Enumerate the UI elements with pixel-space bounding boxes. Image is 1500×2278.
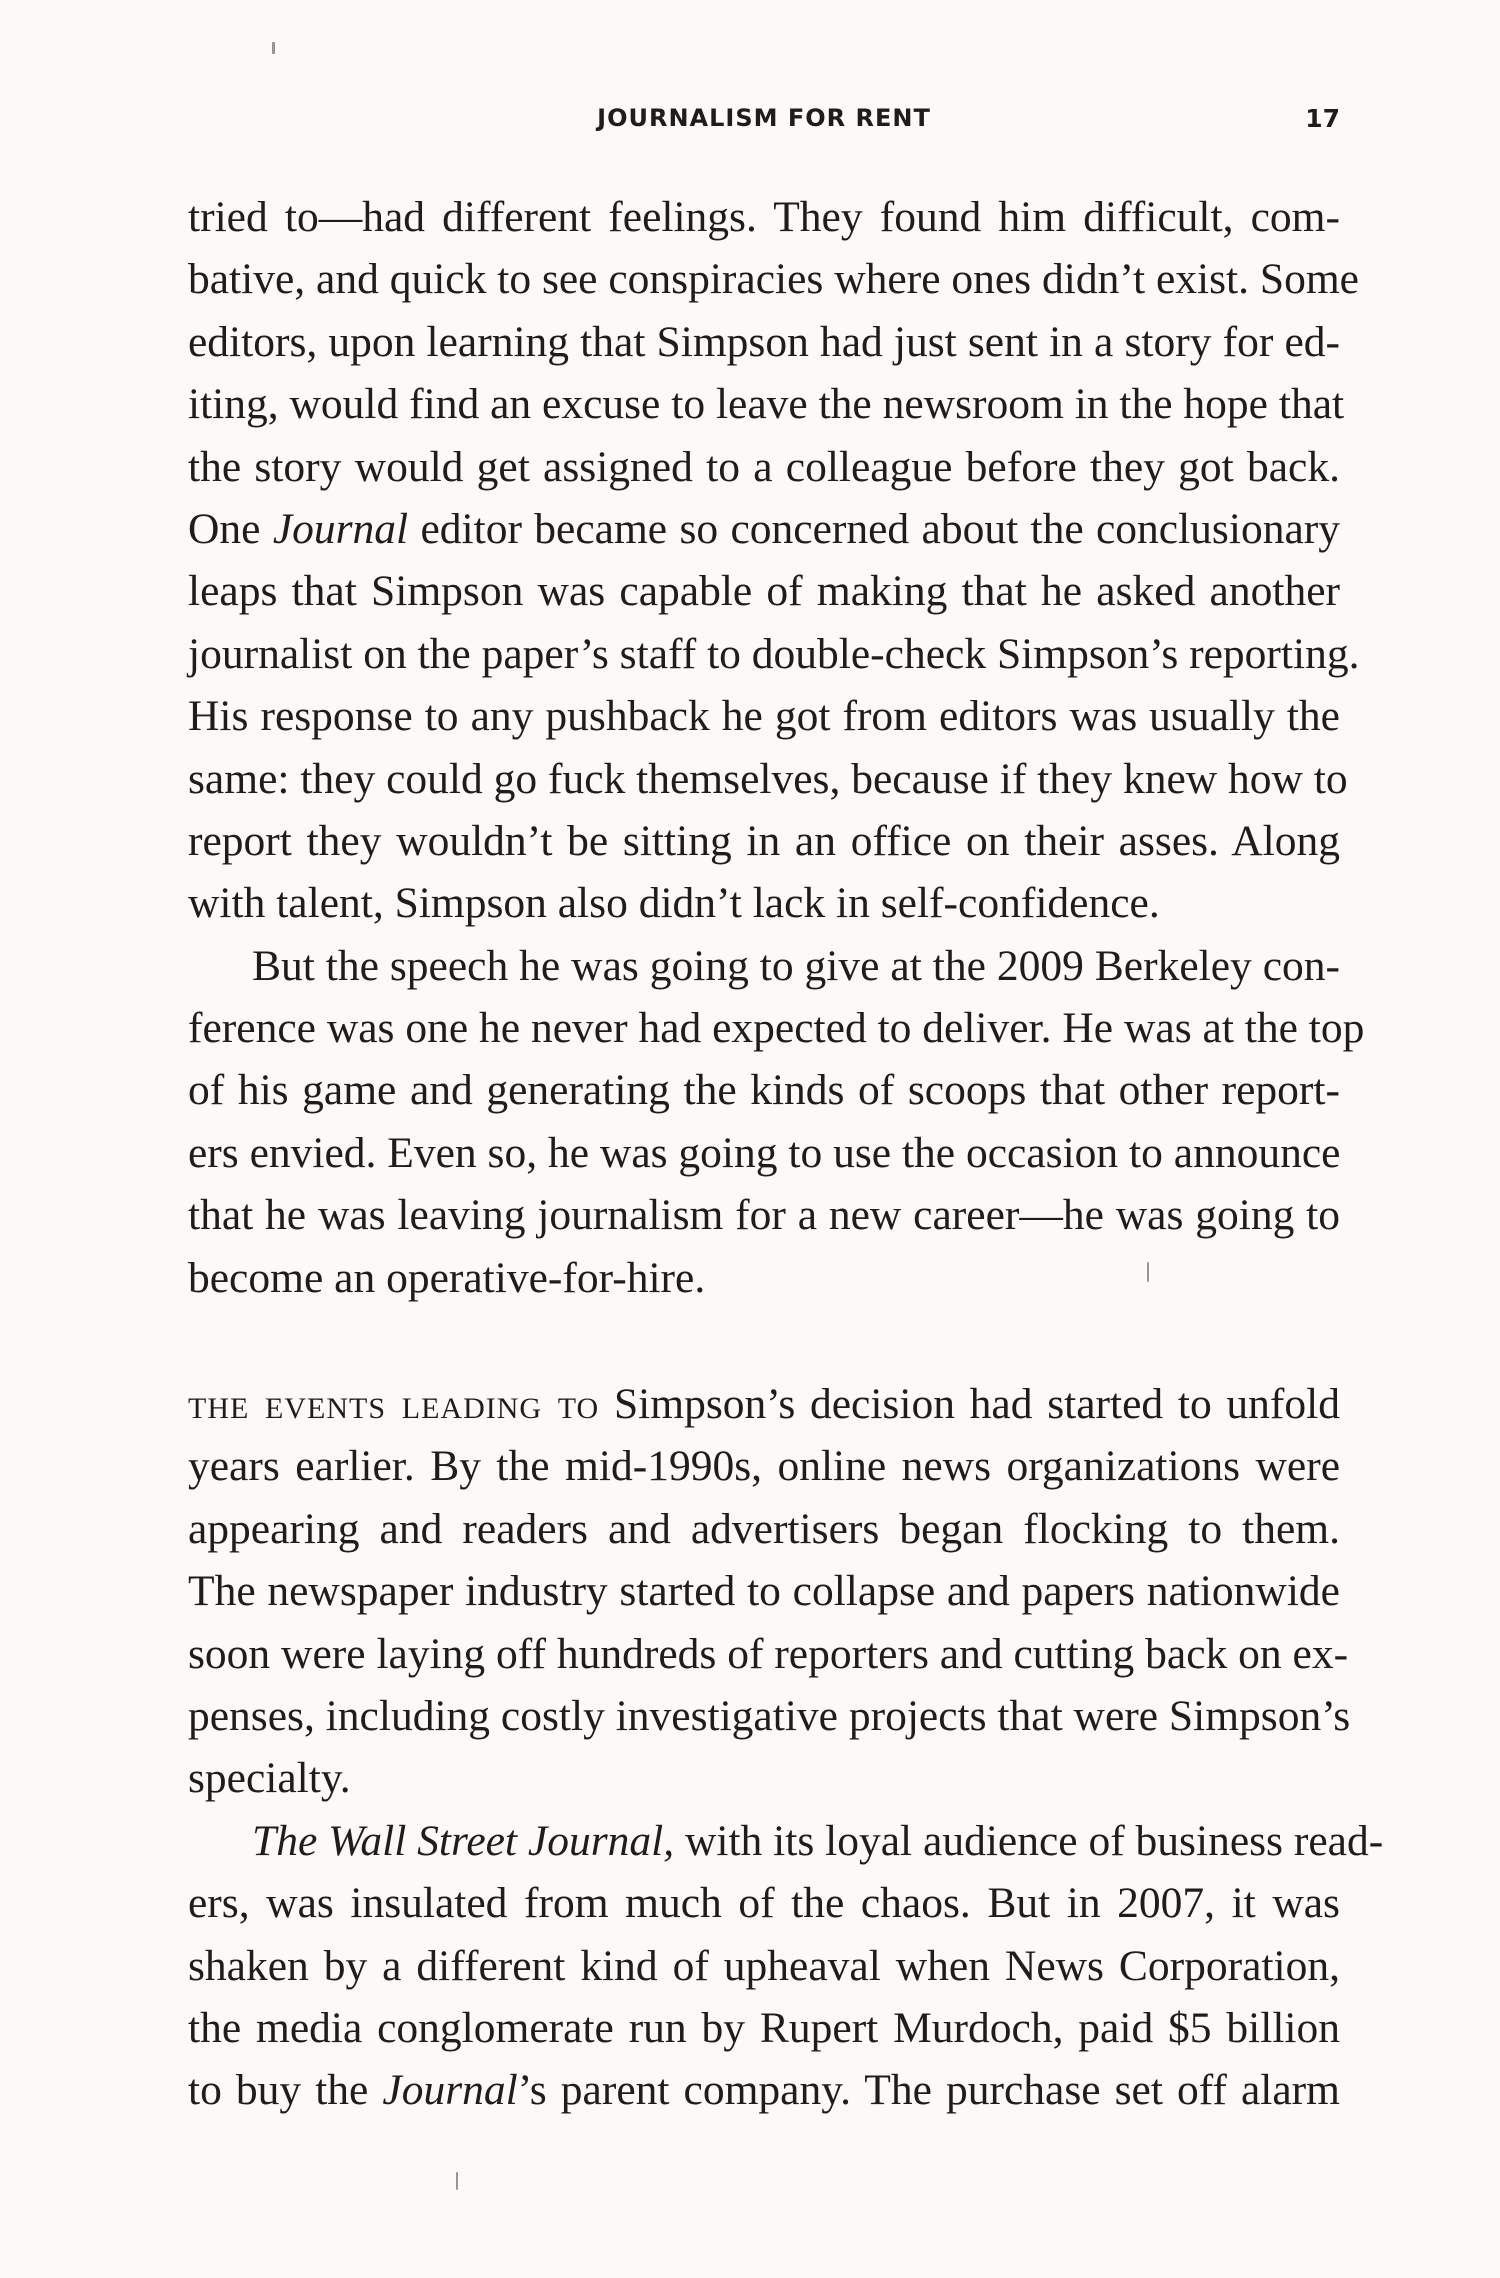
text-line: leaps that Simpson was capable of making that he asked another xyxy=(188,567,1340,616)
italic-title: Journal xyxy=(272,504,409,553)
scan-speck xyxy=(456,2172,458,2190)
text-run: ’s parent company. The purchase set off alarm xyxy=(517,2066,1340,2115)
text-line: appearing and readers and advertisers began flocking to them. xyxy=(188,1504,1340,1553)
text-line xyxy=(188,2059,1340,2121)
text-line: His response to any pushback he got from editors was usually the xyxy=(188,692,1340,741)
italic-title: The Wall Street Journal, xyxy=(252,1816,675,1865)
text-run: Simpson’s decision had started to unfold xyxy=(599,1380,1341,1429)
body-text xyxy=(188,186,1384,2122)
text-run: with its loyal audience of business read- xyxy=(674,1816,1384,1865)
scan-speck xyxy=(1147,1262,1149,1282)
text-line xyxy=(188,1810,1384,1872)
text-line: penses, including costly investigative projects that were Simpson’s xyxy=(188,1691,1351,1740)
scan-speck xyxy=(272,42,275,54)
text-line: ers envied. Even so, he was going to use the occasion to announce xyxy=(188,1128,1341,1177)
paragraph-4 xyxy=(188,1810,1384,2122)
text-line xyxy=(188,1373,1340,1435)
section-lead-in: the events leading to xyxy=(188,1380,600,1429)
text-line: bative, and quick to see conspiracies where ones didn’t exist. Some xyxy=(188,255,1359,304)
italic-title: Journal xyxy=(382,2066,518,2115)
paragraph-1 xyxy=(188,186,1360,935)
paragraph-3 xyxy=(188,1373,1351,1810)
text-line: specialty. xyxy=(188,1754,351,1803)
text-line: of his game and generating the kinds of scoops that other report- xyxy=(188,1066,1340,1115)
text-line: tried to—had different feelings. They found him difficult, com- xyxy=(188,193,1340,241)
running-head xyxy=(188,100,1340,140)
text-line: the media conglomerate run by Rupert Murdoch, paid $5 billion xyxy=(188,2003,1340,2052)
text-line: the story would get assigned to a colleague before they got back. xyxy=(188,442,1340,491)
paragraph-2 xyxy=(188,935,1365,1309)
section-break xyxy=(188,1309,1340,1373)
text-line: soon were laying off hundreds of reporters and cutting back on ex- xyxy=(188,1629,1349,1678)
text-line: years earlier. By the mid-1990s, online news organizations were xyxy=(188,1442,1340,1491)
text-line: ers, was insulated from much of the chaos. But in 2007, it was xyxy=(188,1879,1340,1928)
text-line: that he was leaving journalism for a new career—he was going to xyxy=(188,1191,1340,1240)
text-run: to buy the xyxy=(188,2066,383,2115)
running-title: JOURNALISM FOR RENT xyxy=(597,104,931,132)
text-line: same: they could go fuck themselves, because if they knew how to xyxy=(188,754,1348,803)
text-line: editors, upon learning that Simpson had just sent in a story for ed- xyxy=(188,317,1340,366)
page-number: 17 xyxy=(1305,104,1340,133)
text-line xyxy=(188,498,1340,560)
text-run: One xyxy=(188,504,273,553)
text-run: editor became so concerned about the conclusionary xyxy=(408,504,1340,553)
text-line: The newspaper industry started to collapse and papers nationwide xyxy=(188,1567,1340,1616)
text-line: with talent, Simpson also didn’t lack in self-confidence. xyxy=(188,879,1160,928)
text-line: ference was one he never had expected to deliver. He was at the top xyxy=(188,1004,1365,1053)
text-line: report they wouldn’t be sitting in an office on their asses. Along xyxy=(188,816,1340,865)
text-line: journalist on the paper’s staff to double-check Simpson’s reporting. xyxy=(188,629,1360,678)
text-line: iting, would find an excuse to leave the newsroom in the hope that xyxy=(188,380,1345,429)
text-line: shaken by a different kind of upheaval when News Corporation, xyxy=(188,1941,1340,1990)
text-line: become an operative-for-hire. xyxy=(188,1253,706,1302)
text-line: But the speech he was going to give at the 2009 Berkeley con- xyxy=(252,941,1340,990)
